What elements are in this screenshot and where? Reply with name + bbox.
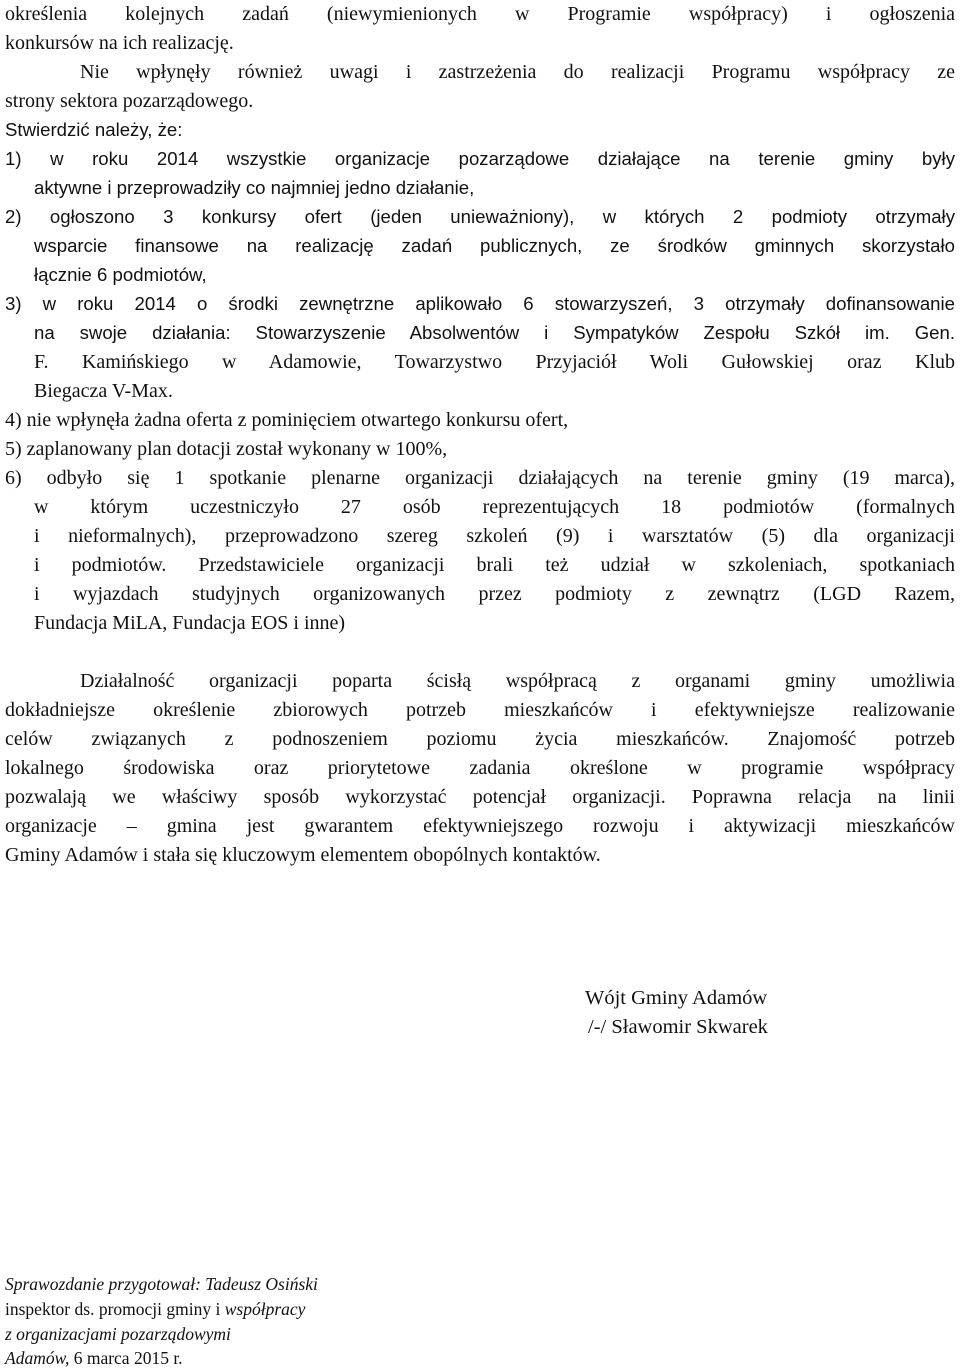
list-item-3-cont: Biegacza V-Max. xyxy=(34,380,173,402)
closing-line: lokalnego środowiska oraz priorytetowe zadania określone w programie współpracy xyxy=(5,757,955,779)
signature-name: /-/ Sławomir Skwarek xyxy=(588,1016,768,1038)
signature-title: Wójt Gminy Adamów xyxy=(585,987,768,1009)
closing-line: organizacje – gmina jest gwarantem efektywniejszego rozwoju i aktywizacji mieszkańców xyxy=(5,815,955,837)
footer-place: Adamów, xyxy=(5,1348,70,1368)
footer-role-line2: z organizacjami pozarządowymi xyxy=(5,1324,231,1344)
closing-line: pozwalają we właściwy sposób wykorzystać potencjał organizacji. Poprawna relacja na linii xyxy=(5,786,955,808)
list-item-3: 3) w roku 2014 o środki zewnętrzne aplikowało 6 stowarzyszeń, 3 otrzymały dofinansowanie xyxy=(5,293,955,314)
body-line: Stwierdzić należy, że: xyxy=(5,119,183,140)
list-item-2-cont: łącznie 6 podmiotów, xyxy=(34,264,207,285)
body-line: konkursów na ich realizację. xyxy=(5,32,234,54)
list-item-1: 1) w roku 2014 wszystkie organizacje pozarządowe działające na terenie gminy były xyxy=(5,148,955,169)
list-item-6-cont: Fundacja MiLA, Fundacja EOS i inne) xyxy=(34,612,346,634)
list-item-6-cont: i podmiotów. Przedstawiciele organizacji brali też udział w szkoleniach, spotkaniach xyxy=(34,554,955,576)
body-line: Nie wpłynęły również uwagi i zastrzeżenia do realizacji Programu współpracy ze xyxy=(80,61,955,83)
list-item-6-cont: w którym uczestniczyło 27 osób reprezentujących 18 podmiotów (formalnych xyxy=(34,496,955,518)
list-item-3-cont: na swoje działania: Stowarzyszenie Absolwentów i Sympatyków Zespołu Szkół im. Gen. xyxy=(34,322,955,343)
list-item-6: 6) odbyło się 1 spotkanie plenarne organizacji działających na terenie gminy (19 marca), xyxy=(5,467,955,489)
list-item-4: 4) nie wpłynęła żadna oferta z pominięciem otwartego konkursu ofert, xyxy=(5,409,569,431)
list-item-1-cont: aktywne i przeprowadziły co najmniej jedno działanie, xyxy=(34,177,475,198)
list-item-3-cont: F. Kamińskiego w Adamowie, Towarzystwo Przyjaciół Woli Gułowskiej oraz Klub xyxy=(34,351,955,373)
footer-date-line xyxy=(5,1347,183,1369)
footer-role xyxy=(5,1298,305,1320)
list-item-6-cont: i wyjazdach studyjnych organizowanych przez podmioty z zewnątrz (LGD Razem, xyxy=(34,583,955,605)
closing-line: Gminy Adamów i stała się kluczowym elementem obopólnych kontaktów. xyxy=(5,844,601,866)
closing-line: celów związanych z podnoszeniem poziomu życia mieszkańców. Znajomość potrzeb xyxy=(5,728,955,750)
body-line: strony sektora pozarządowego. xyxy=(5,90,254,112)
list-item-2-cont: wsparcie finansowe na realizację zadań publicznych, ze środków gminnych skorzystało xyxy=(34,235,955,256)
footer-role-text: inspektor ds. promocji gminy i xyxy=(5,1299,225,1319)
list-item-5: 5) zaplanowany plan dotacji został wykonany w 100%, xyxy=(5,438,448,460)
list-item-2: 2) ogłoszono 3 konkursy ofert (jeden unieważniony), w których 2 podmioty otrzymały xyxy=(5,206,955,227)
footer-date: 6 marca 2015 r. xyxy=(69,1348,183,1368)
footer-prepared-by: Sprawozdanie przygotował: Tadeusz Osiński xyxy=(5,1274,318,1294)
closing-line: dokładniejsze określenie zbiorowych potrzeb mieszkańców i efektywniejsze realizowanie xyxy=(5,699,955,721)
body-line: określenia kolejnych zadań (niewymienionych w Programie współpracy) i ogłoszenia xyxy=(5,3,955,25)
list-item-6-cont: i nieformalnych), przeprowadzono szereg szkoleń (9) i warsztatów (5) dla organizacji xyxy=(34,525,955,547)
closing-line: Działalność organizacji poparta ścisłą współpracą z organami gminy umożliwia xyxy=(80,670,955,692)
footer-role-italic: współpracy xyxy=(224,1299,306,1319)
